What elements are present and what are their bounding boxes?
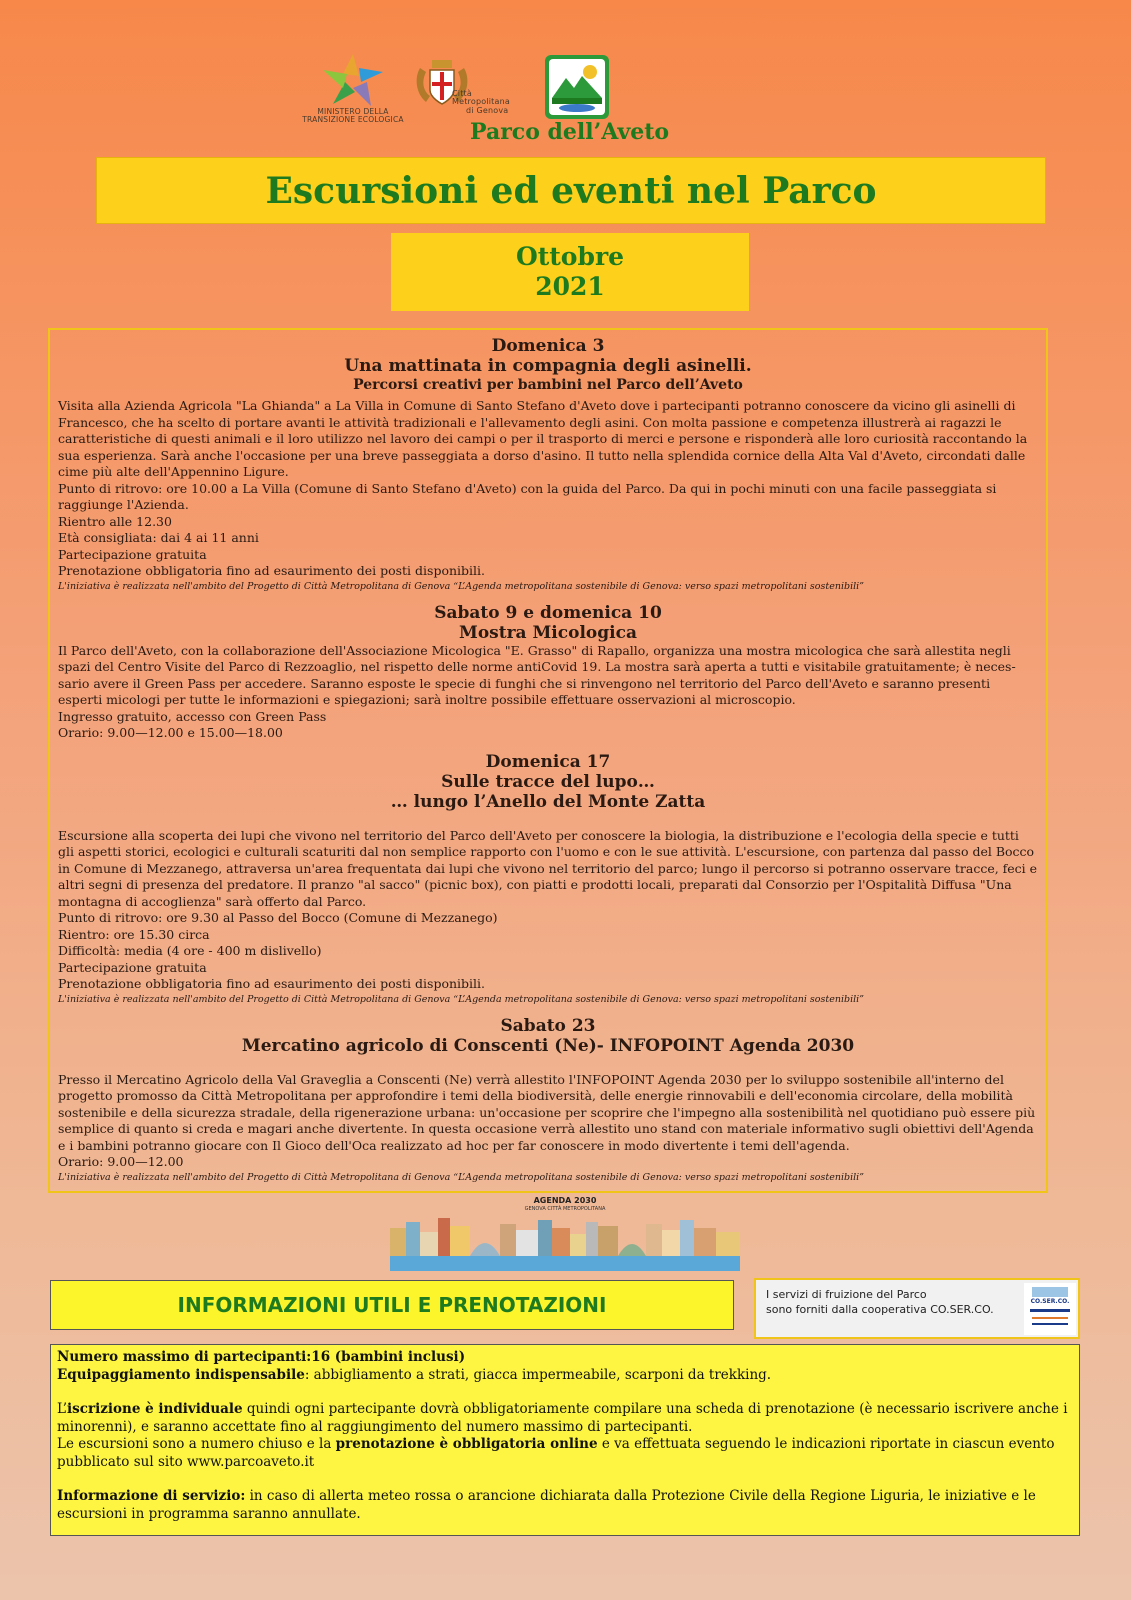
max-participants-value: 16 (bambini inclusi) xyxy=(311,1349,466,1365)
cooperative-line-2: sono forniti dalla cooperativa CO.SER.CO. xyxy=(766,1303,994,1316)
month-label: Ottobre xyxy=(515,242,625,271)
park-logo xyxy=(544,54,610,124)
event-participation: Partecipazione gratuita xyxy=(58,959,207,975)
ministry-caption-2: TRANSIZIONE ECOLOGICA xyxy=(302,114,404,124)
event-note: L'iniziativa è realizzata nell'ambito del Progetto di Città Metropolitana di Genova “L’Agenda metropolitana sostenibile di Genova: verso spazi metropolitani sostenibili” xyxy=(58,580,865,592)
main-title: Escursioni ed eventi nel Parco xyxy=(265,169,877,212)
event-entry: Ingresso gratuito, accesso con Green Pass xyxy=(58,708,327,724)
agenda-2030-logo xyxy=(390,1196,740,1271)
coserco-logo xyxy=(1024,1283,1076,1335)
event-title: Sulle tracce del lupo… xyxy=(441,771,655,792)
event-title-2: … lungo l’Anello del Monte Zatta xyxy=(390,791,706,812)
registration-text: quindi ogni partecipante dovrà obbligatoriamente compilare una scheda di prenotazione (è necessario iscrivere anche i minorenni), e saranno accettate fino al raggiungimento del numero massimo di partecipanti. xyxy=(57,1401,1068,1435)
cooperative-box xyxy=(754,1278,1080,1339)
ministry-star-icon xyxy=(321,52,385,108)
events-list xyxy=(48,328,1048,1193)
event-meeting: Punto di ritrovo: ore 9.30 al Passo del Bocco (Comune di Mezzanego) xyxy=(58,910,498,925)
registration-prefix: L’ xyxy=(57,1401,68,1417)
park-name: Parco dell’Aveto xyxy=(470,119,670,145)
coserco-logo-text: CO.SER.CO. xyxy=(1030,1298,1070,1305)
info-box xyxy=(50,1344,1080,1536)
booking-note xyxy=(57,1436,1073,1471)
booking-bold: prenotazione è obbligatoria online xyxy=(335,1436,598,1452)
event-participation: Partecipazione gratuita xyxy=(58,546,207,562)
max-participants xyxy=(57,1349,1073,1367)
ministry-caption-1: MINISTERO DELLA xyxy=(317,107,389,116)
event-item xyxy=(58,603,1038,742)
equipment xyxy=(57,1367,1073,1385)
registration-note xyxy=(57,1401,1073,1436)
event-item xyxy=(58,1016,1038,1184)
event-title: Mostra Micologica xyxy=(459,622,637,643)
booking-text: e va effettuata seguendo le indicazioni riportate in ciascun evento pubblicato sul sito www.parcoaveto.it xyxy=(57,1436,1055,1470)
event-note: L'iniziativa è realizzata nell'ambito del Progetto di Città Metropolitana di Genova “L’Agenda metropolitana sostenibile di Genova: verso spazi metropolitani sostenibili” xyxy=(58,993,865,1005)
event-item xyxy=(58,336,1038,593)
year-label: 2021 xyxy=(535,272,605,301)
event-hours: Orario: 9.00—12.00 e 15.00—18.00 xyxy=(58,725,283,740)
event-item xyxy=(58,752,1038,1006)
agenda-subtitle: GENOVA CITTÀ METROPOLITANA xyxy=(524,1206,606,1212)
equipment-label: Equipaggiamento indispensabile xyxy=(57,1366,305,1383)
event-description: Presso il Mercatino Agricolo della Val Graveglia a Conscenti (Ne) verrà allestito l'INFOPOINT Agenda 2030 per lo sviluppo sostenibile all'interno del progetto promosso da Città Metropolitana per approfondire i temi della biodiversità, delle energie rinnovabili e dell'economia circolare, della mobilità sostenibile e della sicurezza stradale, della rigenerazione urbana: un'occasione per scoprire che l'impegno alla sostenibilità nel quotidiano può essere più semplice di quanto si creda e magari anche divertente. In questa occasione verrà allestito uno stand con materiale informativo sugli obiettivi dell'Agenda e i bambini potranno giocare con Il Gioco dell'Oca realizzato ad hoc per far conoscere in modo divertente i temi dell'agenda. xyxy=(58,1071,1036,1153)
city-caption-2: di Genova xyxy=(466,105,509,115)
event-return: Rientro alle 12.30 xyxy=(58,513,172,529)
event-date: Domenica 3 xyxy=(491,336,605,356)
event-booking: Prenotazione obbligatoria fino ad esaurimento dei posti disponibili. xyxy=(58,976,485,991)
info-title: INFORMAZIONI UTILI E PRENOTAZIONI xyxy=(177,1293,607,1317)
service-info xyxy=(57,1488,1073,1523)
registration-bold: iscrizione è individuale xyxy=(67,1401,243,1417)
event-age: Età consigliata: dai 4 ai 11 anni xyxy=(58,530,259,545)
city-skyline-icon xyxy=(390,1196,740,1271)
city-logo xyxy=(406,58,510,115)
event-meeting: Punto di ritrovo: ore 10.00 a La Villa (Comune di Santo Stefano d'Aveto) con la guida del Parco. Da qui in pochi minuti con una facile passeggiata si raggiunge l'Azienda. xyxy=(58,480,997,512)
ministry-logo xyxy=(288,52,418,124)
event-date: Sabato 9 e domenica 10 xyxy=(434,602,662,623)
agenda-title: AGENDA 2030 xyxy=(533,1196,597,1205)
event-title: Una mattinata in compagnia degli asinelli. xyxy=(344,356,752,376)
park-emblem-icon xyxy=(544,54,610,120)
city-caption xyxy=(452,90,532,115)
event-description: Visita alla Azienda Agricola "La Ghianda" a La Villa in Comune di Santo Stefano d'Aveto dove i partecipanti potranno conoscere da vicino gli asinelli di Francesco, che ha scelto di portare avanti le attività tradizionali e l'allevamento degli asini. Con molta passione e competenza illustrerà ai ragazzi le caratteristiche di questi animali e il loro utilizzo nel lavoro dei campi o per il trasporto di merci e persone e risponderà alle loro curiosità raccontando la sua esperienza. Sarà anche l'occasione per una breve passeggiata a dorso d'asino. Il tutto nella splendida cornice della Alta Val d'Aveto, circondati dalle cime più alte dell'Appennino Ligure. xyxy=(58,398,1028,479)
month-box xyxy=(391,233,749,311)
event-booking: Prenotazione obbligatoria fino ad esaurimento dei posti disponibili. xyxy=(58,563,485,578)
event-note: L'iniziativa è realizzata nell'ambito del Progetto di Città Metropolitana di Genova “L’Agenda metropolitana sostenibile di Genova: verso spazi metropolitani sostenibili” xyxy=(58,1171,865,1183)
event-subtitle: Percorsi creativi per bambini nel Parco dell’Aveto xyxy=(353,377,743,393)
equipment-text: : abbigliamento a strati, giacca impermeabile, scarponi da trekking. xyxy=(304,1366,772,1383)
event-difficulty: Difficoltà: media (4 ore - 400 m dislivello) xyxy=(58,943,322,958)
event-description: Escursione alla scoperta dei lupi che vivono nel territorio del Parco dell'Aveto per conoscere la biologia, la distribuzione e l'ecologia della specie e tutti gli aspetti storici, ecologici e culturali scaturiti dal non semplice rapporto con l'uomo e con le sue attività. L'escursione, con partenza dal passo del Bocco in Comune di Mezzanego, attraversa un'area frequentata dai lupi che vivono nel territorio del parco; lungo il percorso si potranno osservare tracce, feci e altri segni di presenza del predatore. Il pranzo "al sacco" (picnic box), con piatti e prodotti locali, preparati dal Consorzio per l'Ospitalità Diffusa "Una montagna di accoglienza" sarà offerto dal Parco. xyxy=(58,827,1038,909)
info-title-box xyxy=(50,1280,734,1330)
event-date: Sabato 23 xyxy=(500,1015,596,1036)
cooperative-line-1: I servizi di fruizione del Parco xyxy=(766,1288,927,1301)
event-date: Domenica 17 xyxy=(485,751,611,772)
coserco-emblem-icon xyxy=(1024,1283,1076,1335)
service-info-label: Informazione di servizio: xyxy=(57,1488,246,1504)
city-caption-1: Città Metropolitana xyxy=(452,89,510,107)
service-info-text: in caso di allerta meteo rossa o arancione dichiarata dalla Protezione Civile della Regione Liguria, le iniziative e le escursioni in programma saranno annullate. xyxy=(57,1488,1036,1522)
main-title-box xyxy=(96,157,1046,224)
max-participants-label: Numero massimo di partecipanti: xyxy=(57,1349,312,1365)
booking-prefix: Le escursioni sono a numero chiuso e la xyxy=(57,1436,336,1452)
event-return: Rientro: ore 15.30 circa xyxy=(58,926,210,942)
event-title: Mercatino agricolo di Conscenti (Ne)- INFOPOINT Agenda 2030 xyxy=(241,1035,855,1056)
event-hours: Orario: 9.00—12.00 xyxy=(58,1154,184,1169)
event-description: Il Parco dell'Aveto, con la collaborazione dell'Associazione Micologica "E. Grasso" di Rapallo, organizza una mostra micologica che sarà allestita negli spazi del Centro Visite del Parco di Rezzoaglio, nel rispetto delle norme antiCovid 19. La mostra sarà aperta a tutti e visitabile gratuitamente; è neces-sario avere il Green Pass per accedere. Saranno esposte le specie di funghi che si rinvengono nel territorio del Parco dell'Aveto e saranno presenti esperti micologi per tutte le informazioni e spiegazioni; sarà inoltre possibile effettuare osservazioni al microscopio. xyxy=(58,642,1016,707)
cooperative-text xyxy=(766,1287,1006,1317)
